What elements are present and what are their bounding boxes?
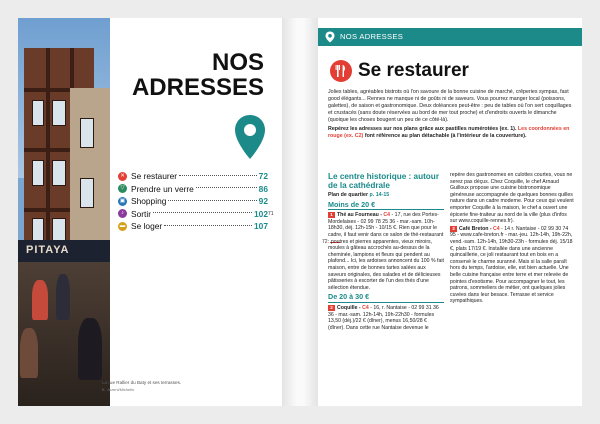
toc-item-restaurer[interactable]: ✕ Se restaurer 72	[118, 170, 268, 183]
fork-knife-icon: ✕	[118, 172, 127, 181]
toc-item-sortir[interactable]: ♪ Sortir 102	[118, 208, 268, 221]
intro-text: Jolies tables, agréables bistrots où l'on savoure de la bonne cuisine de marché, crêperies sympas, fast good élégants... Rennes ne manque ni de goûts ni de saveurs. Vous pourrez manger local (poissons, galettes), de saison et gastronomique. Deux doléances peut-être : peu de tables où l'on sert coquillages et crustacés (sans doute réservées au bord de mer tout proche) et d'endroits ouverts le dimanche (quoique les choses bougent un peu de ce côté-là).	[328, 89, 572, 123]
list-item: 1 Thé au Fourneau - C4 - 17, rue des Portes-Mordelaises - 02 99 78 25 36 - mar.-sam. 10h-18h30, déj. 12h-15h - 10/15 €. Rien que pour le cadre, il faut venir dans ce salon de thé-restaurant : poutres et pierres apparentes, vieux miroirs, moules à gâteau accrochés au-dessus de la cheminée, lampions et fleurs qui pendent au plafond... Ici, les ardoises annoncent du 100 % fait maison, entre de bonnes tartes salées aux saveurs originales, des salades et de délicieuses pâtisseries à escorter de l'un des thés d'une sélection étendue.	[328, 212, 444, 291]
table-of-contents	[118, 170, 268, 233]
left-page	[18, 18, 282, 406]
plan-reference: Plan de quartier p. 14-15	[328, 192, 390, 198]
title-line-1: NOS	[211, 49, 264, 76]
book-spread	[18, 18, 582, 406]
awning-sign: PITAYA	[26, 244, 70, 256]
toc-item-loger[interactable]: ▬ Se loger 107	[119, 221, 268, 232]
list-item: 3 Café Breton - C4 - 14 r. Nantaise - 02 99 30 74 95 - www.cafe-breton.fr - mar.-jeu. 12h-14h, 19h-22h, vend.-sam. 12h-14h, 19h30-23h - formules déj. 15/18 €, plats 17/19 €. Installée dans une ancienne quincaillerie, ce joli restaurant tout en bois en a conservé le charme suranné. Mais si la salle paraît hors du temps, l'ardoise, elle, est bien actuelle. Une belle cuisine française entre terre et mer relevée de pointes d'exotisme. Pour accompagner le tout, les patrons, sommeliers de métier, ont quelques jolies cuvées dans leur besace. Terrasse et service sympathiques.	[450, 225, 573, 305]
toc-item-shopping[interactable]: ▣ Shopping 92	[119, 196, 268, 207]
book-gutter	[282, 18, 318, 406]
header-label: NOS ADRESSES	[340, 32, 404, 41]
page-number-left: 71	[268, 211, 274, 217]
subsection-title: Le centre historique : autour de la cathédrale	[328, 172, 439, 190]
page-number-right: 72	[322, 239, 328, 245]
photo-credit: K. Juzeni/Michelin	[102, 387, 135, 392]
toc-item-verre[interactable]: ▽ Prendre un verre 86	[118, 183, 268, 196]
photo-caption: La rue Rallier du Baty et ses terrasses.	[102, 380, 182, 385]
left-column	[328, 172, 444, 331]
glass-icon: ▽	[118, 184, 127, 193]
page-title	[132, 50, 264, 100]
map-pin-icon	[234, 114, 266, 160]
intro-note: Repérez les adresses sur nos plans grâce aux pastilles numérotées (ex. 1). Les coordonnées en rouge (ex. C2) font référence au plan détachable (à l'intérieur de la couverture).	[328, 125, 570, 139]
section-header-bar	[318, 28, 582, 46]
right-page	[318, 18, 582, 406]
right-column	[450, 172, 574, 305]
intro-paragraph	[328, 89, 576, 141]
list-item: 2 Coquille - C4 - 16, r. Nantaise - 02 99 31 36 36 - mar.-sam. 12h-14h, 19h-22h30 - formules 13,50 (déj.)/22 € (dîner), menus 16,50/28 € (dîner). Dans cette rue Nantaise devenue le	[328, 304, 439, 331]
fork-knife-icon	[330, 60, 352, 82]
price-heading: De 20 à 30 €	[328, 294, 444, 303]
section-title: Se restaurer	[358, 60, 469, 81]
list-item-continued: repère des gastronomes en culottes courtes, vous ne serez pas déçus. Chez Coquille, le chef Arnaud Guilloux propose une cuisine bistronomique généreuse accompagnée de quelques bonnes quilles nature dans un cadre moderne. Pour ceux qui veulent emporter Coquille à la maison, le chef a ouvert une épicerie fine-traiteur au nord de la ville (plus d'infos sur www.coquille-rennes.fr).	[450, 172, 574, 225]
price-heading: Moins de 20 €	[328, 202, 444, 211]
title-line-2: ADRESSES	[131, 74, 264, 101]
bed-icon: ▬	[119, 222, 126, 229]
map-pin-icon	[324, 31, 336, 43]
music-icon: ♪	[118, 209, 127, 218]
street-photo	[18, 18, 110, 406]
bag-icon: ▣	[119, 197, 126, 204]
